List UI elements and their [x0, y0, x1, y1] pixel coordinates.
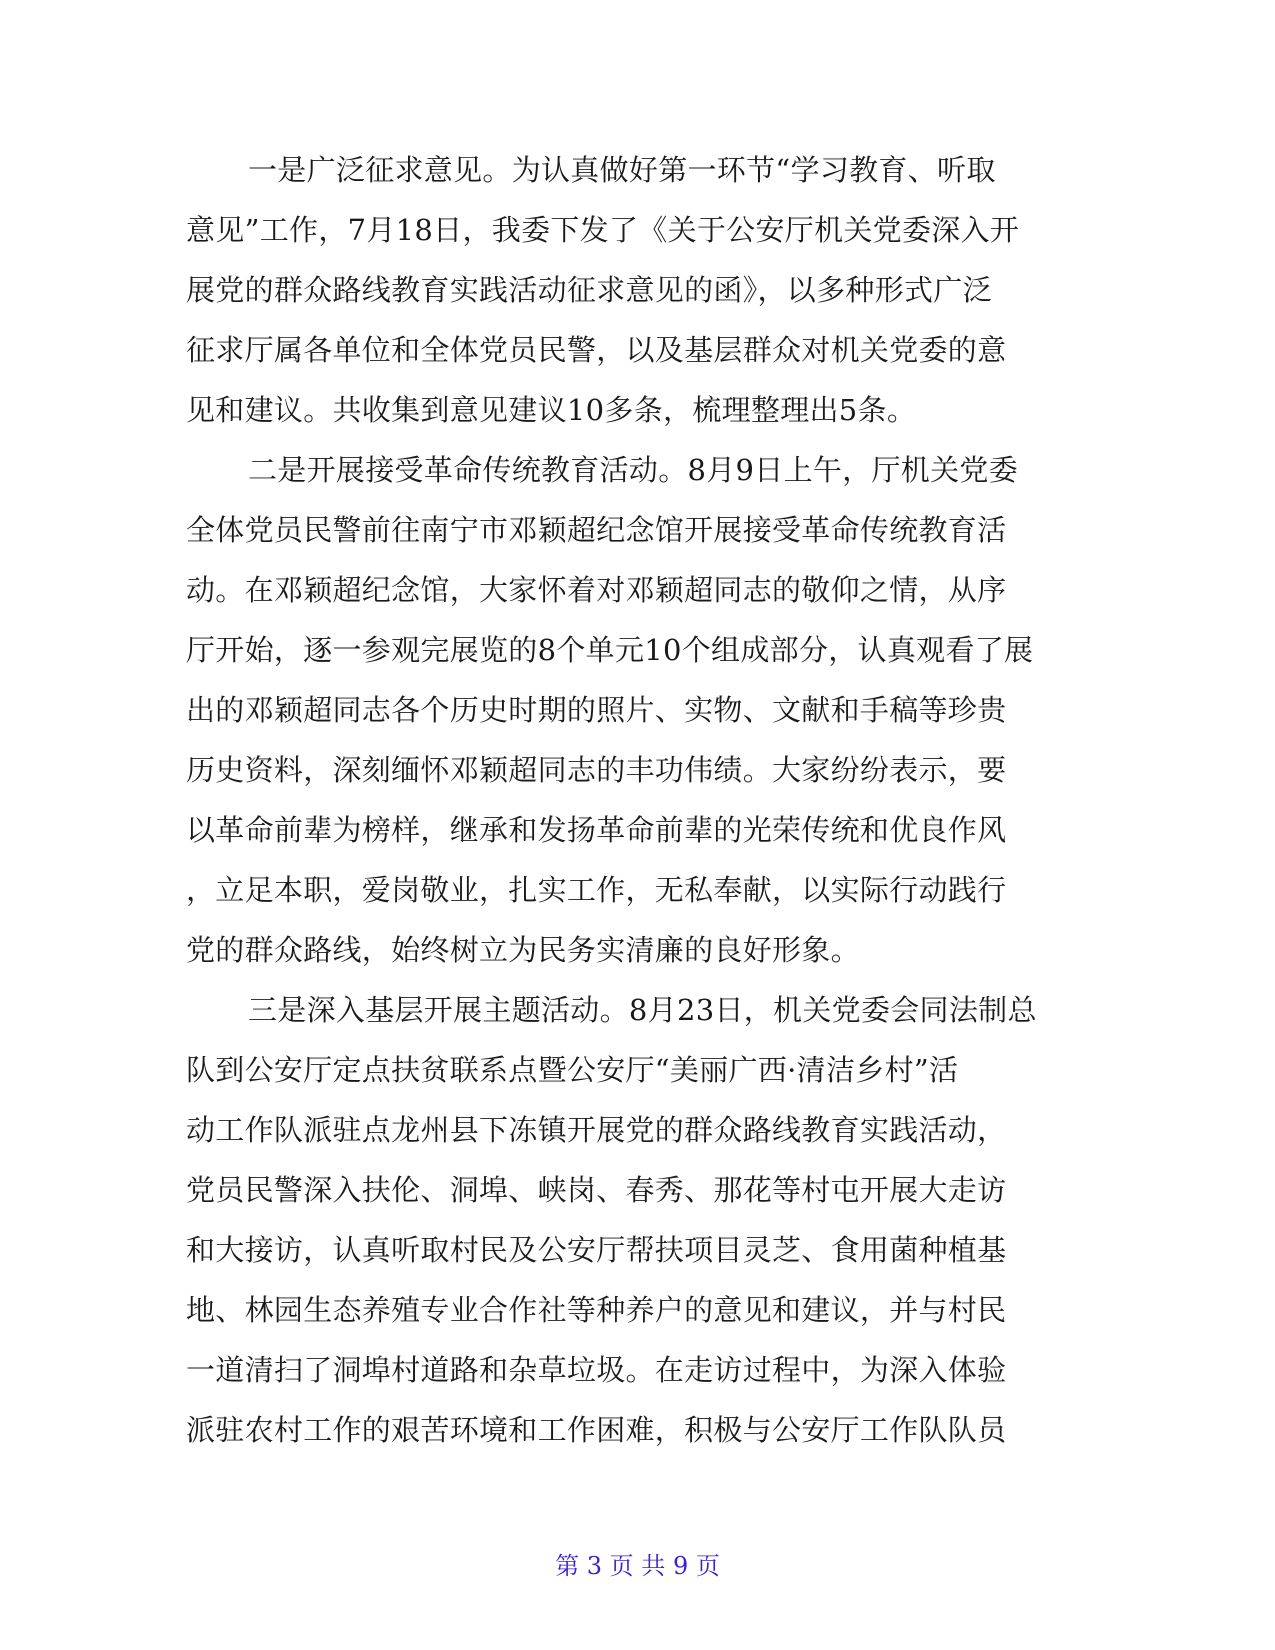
paragraph-3 [186, 980, 1086, 1460]
paragraph-2 [186, 440, 1086, 980]
paragraph-line: 党的群众路线，始终树立为民务实清廉的良好形象。 [186, 933, 860, 967]
paragraph-line: 历史资料，深刻缅怀邓颖超同志的丰功伟绩。大家纷纷表示，要 [186, 753, 1007, 787]
paragraph-line: 动。在邓颖超纪念馆，大家怀着对邓颖超同志的敬仰之情，从序 [186, 573, 1007, 607]
paragraph-line: 动工作队派驻点龙州县下冻镇开展党的群众路线教育实践活动， [186, 1113, 1007, 1147]
paragraph-line: 征求厅属各单位和全体党员民警，以及基层群众对机关党委的意 [186, 333, 1007, 367]
paragraph-line: 队到公安厅定点扶贫联系点暨公安厅“美丽广西·清洁乡村”活 [186, 1053, 959, 1087]
page-number-footer: 第 3 页 共 9 页 [555, 1552, 720, 1580]
paragraph-line: 出的邓颖超同志各个历史时期的照片、实物、文献和手稿等珍贵 [186, 693, 1007, 727]
paragraph-line: 派驻农村工作的艰苦环境和工作困难，积极与公安厅工作队队员 [186, 1413, 1007, 1447]
paragraph-line: 以革命前辈为榜样，继承和发扬革命前辈的光荣传统和优良作风 [186, 813, 1007, 847]
paragraph-line: 一是广泛征求意见。为认真做好第一环节“学习教育、听取 [248, 153, 996, 187]
paragraph-1 [186, 140, 1086, 440]
paragraph-line: 地、林园生态养殖专业合作社等种养户的意见和建议，并与村民 [186, 1293, 1007, 1327]
paragraph-line: 全体党员民警前往南宁市邓颖超纪念馆开展接受革命传统教育活 [186, 513, 1007, 547]
paragraph-line: ，立足本职，爱岗敬业，扎实工作，无私奉献，以实际行动践行 [186, 873, 1007, 907]
paragraph-line: 意见”工作，7月18日，我委下发了《关于公安厅机关党委深入开 [186, 213, 1020, 247]
paragraph-line: 二是开展接受革命传统教育活动。8月9日上午，厅机关党委 [248, 453, 1019, 487]
paragraph-line: 和大接访，认真听取村民及公安厅帮扶项目灵芝、食用菌种植基 [186, 1233, 1007, 1267]
paragraph-line: 党员民警深入扶伦、洞埠、峡岗、春秀、那花等村屯开展大走访 [186, 1173, 1007, 1207]
paragraph-line: 厅开始，逐一参观完展览的8个单元10个组成部分，认真观看了展 [186, 633, 1034, 667]
paragraph-line: 一道清扫了洞埠村道路和杂草垃圾。在走访过程中，为深入体验 [186, 1353, 1007, 1387]
paragraph-line: 见和建议。共收集到意见建议10多条，梳理整理出5条。 [186, 393, 917, 427]
paragraph-line: 展党的群众路线教育实践活动征求意见的函》，以多种形式广泛 [186, 273, 992, 307]
paragraph-line: 三是深入基层开展主题活动。8月23日，机关党委会同法制总 [248, 993, 1037, 1027]
document-body [186, 140, 1086, 1460]
